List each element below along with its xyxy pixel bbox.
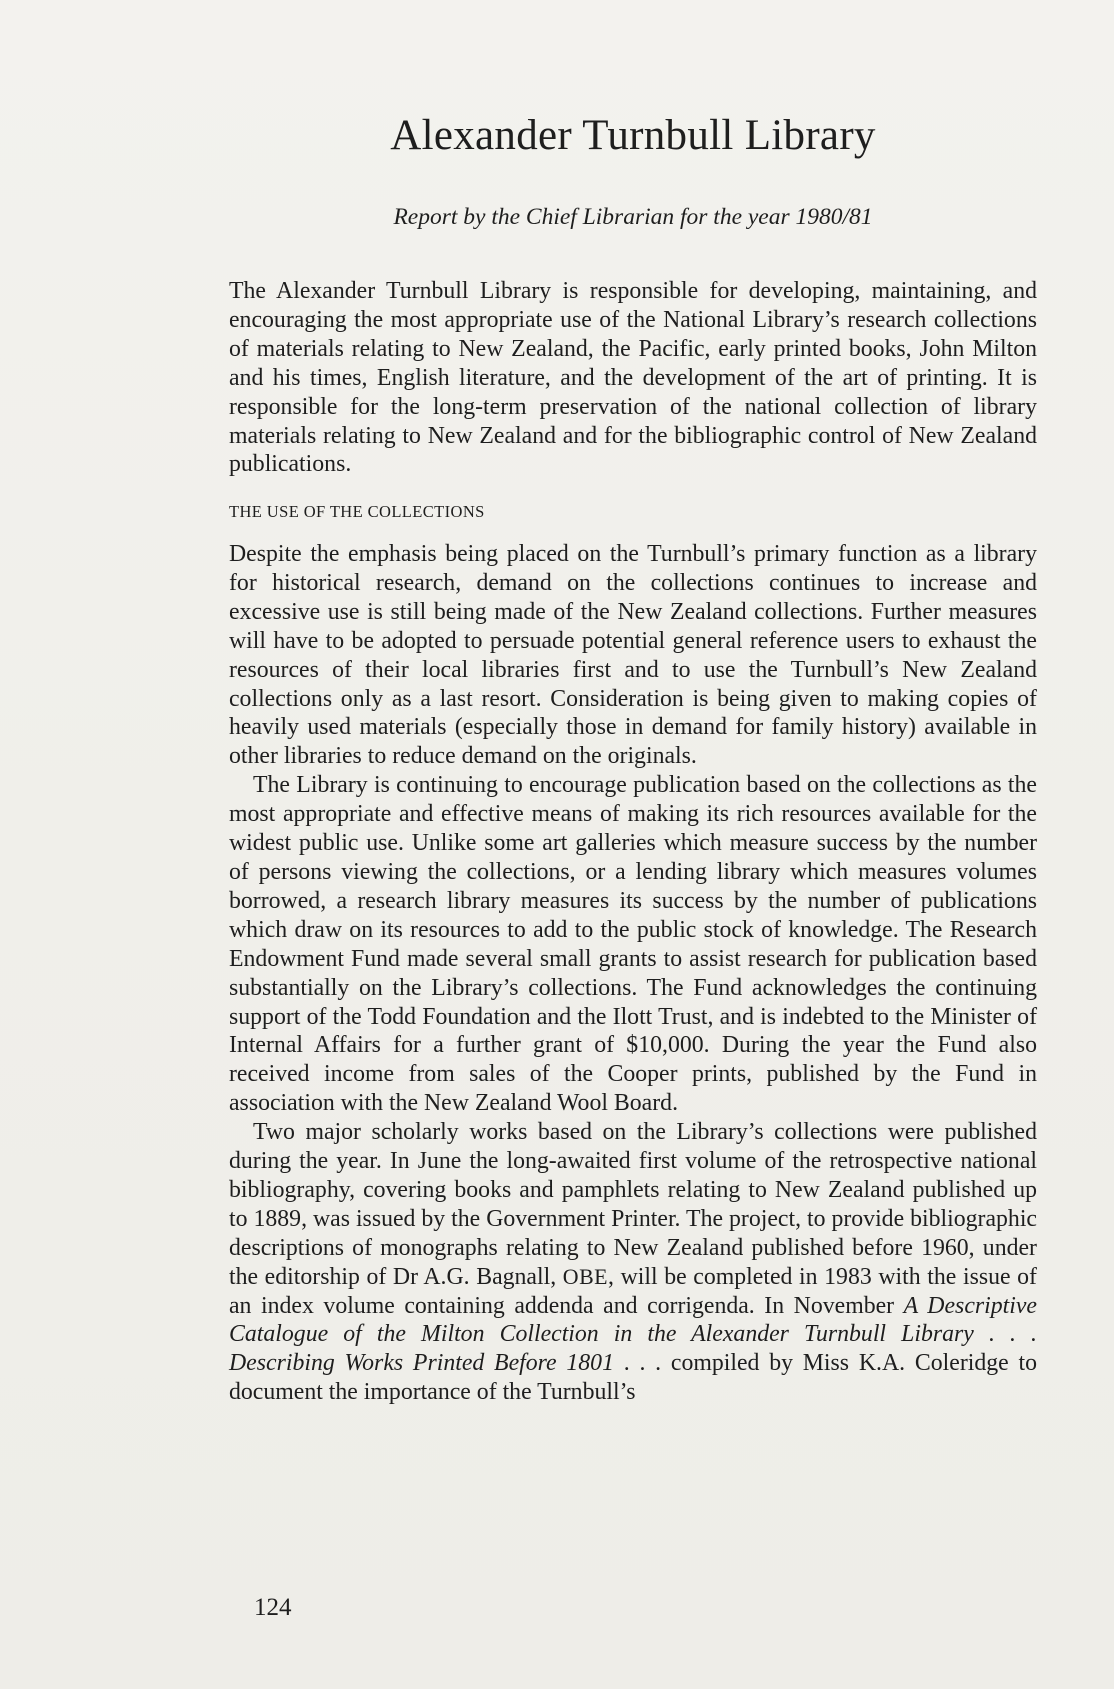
body-paragraph: The Library is continuing to encourage publication based on the collections as the most appropriate and effective means of making its rich resources available for the widest public use. Unlike some art galleries which measure success by the number of persons viewing the collections, or a lending library which measures volumes borrowed, a research library measures its success by the number of publications which draw on its resources to add to the public stock of knowledge. The Research Endowment Fund made several small grants to assist research for publication based substantially on the Library’s collections. The Fund acknowledges the continuing support of the Todd Foundation and the Ilott Trust, and is indebted to the Minister of Internal Affairs for a further grant of $10,000. During the year the Fund also received income from sales of the Cooper prints, published by the Fund in association with the New Zealand Wool Board. (229, 772, 1037, 1117)
body-paragraph-last (229, 1118, 1037, 1407)
text-run: , will be completed in 1983 with the issue of an index volume containing addenda and corrigenda. In November (229, 1263, 1037, 1319)
honour-abbreviation: OBE (562, 1263, 609, 1289)
intro-section (229, 277, 1037, 479)
section-body (229, 540, 1037, 1407)
text-run: . . . compiled by Miss K.A. Coleridge to document the importance of the Turnbull’s (229, 1350, 1037, 1406)
page-number: 124 (254, 1594, 292, 1621)
report-subtitle: Report by the Chief Librarian for the year 1980/81 (393, 204, 873, 230)
text-run: Two major scholarly works based on the Library’s collections were published during the year. In June the long-awaited first volume of the retrospective national bibliography, covering books and pamphlets relating to New Zealand published up to 1889, was issued by the Government Printer. The project, to provide bibliographic descriptions of monographs relating to New Zealand published before 1960, under the editorship of Dr A.G. Bagnall, (229, 1119, 1037, 1290)
body-paragraph: Despite the emphasis being placed on the Turnbull’s primary function as a library for historical research, demand on the collections continues to increase and excessive use is still being made of the New Zealand collections. Further measures will have to be adopted to persuade potential general reference users to exhaust the resources of their local libraries first and to use the Turnbull’s New Zealand collections only as a last resort. Consideration is being given to making copies of heavily used materials (especially those in demand for family history) available in other libraries to reduce demand on the originals. (229, 541, 1037, 770)
intro-paragraph: The Alexander Turnbull Library is responsible for developing, maintaining, and encouraging the most appropriate use of the National Library’s research collections of materials relating to New Zealand, the Pacific, early printed books, John Milton and his times, English literature, and the development of the art of printing. It is responsible for the long-term preservation of the national collection of library materials relating to New Zealand and for the bibliographic control of New Zealand publications. (229, 278, 1037, 478)
catalogue-title: A Descriptive Catalogue of the Milton Collection in the Alexander Turnbull Library . . . Describing Works Printed Before 1801 (229, 1292, 1037, 1377)
section-heading: THE USE OF THE COLLECTIONS (229, 502, 485, 521)
page-title: Alexander Turnbull Library (390, 112, 876, 159)
